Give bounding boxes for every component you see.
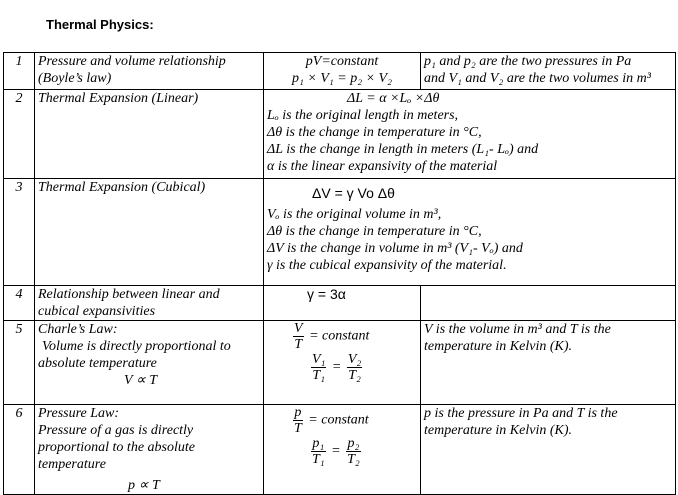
note-line: temperature in Kelvin (K). [424, 423, 573, 438]
fraction: $\frac{\text{p₁}}{\text{T₁}}$ [312, 436, 325, 467]
law-name-line: Pressure of a gas is directly [38, 423, 194, 438]
row-number: 3 [4, 179, 35, 286]
proportionality: V ∝ T [124, 373, 158, 388]
table-row [4, 53, 676, 90]
notes-cell [421, 405, 676, 495]
law-name-line: Pressure and volume relationship [38, 54, 226, 69]
formula: ΔL = α ×Lₒ ×Δθ [347, 91, 440, 106]
law-name-line: absolute temperature [38, 356, 157, 371]
formula-desc-cell [264, 90, 676, 179]
formula-cell [264, 405, 421, 495]
desc-line: γ is the cubical expansivity of the material. [267, 258, 507, 273]
desc-line: ΔV is the change in volume in m³ (V₁- Vₒ) and [267, 241, 523, 256]
fraction: $\frac{V}{T}$ [294, 321, 303, 352]
law-name-line: proportional to the absolute [38, 440, 195, 455]
row-number: 2 [4, 90, 35, 179]
fraction: $\frac{p}{T}$ [294, 405, 302, 436]
row-number: 4 [4, 286, 35, 321]
formula-cell [264, 53, 421, 90]
thermal-physics-table [3, 52, 676, 495]
note-line: and V₁ and V₂ are the two volumes in m³ [424, 71, 651, 86]
fraction: $\frac{\text{p₂}}{\text{T₂}}$ [347, 436, 360, 467]
table-row [4, 405, 676, 495]
formula-cell [264, 286, 421, 321]
fraction: $\frac{\text{V₁}}{\text{T₁}}$ [312, 352, 326, 383]
desc-line: Lₒ is the original length in meters, [267, 108, 459, 123]
law-name-line: cubical expansivities [38, 304, 156, 319]
desc-line: Δθ is the change in temperature in °C, [267, 125, 482, 140]
law-name [35, 179, 264, 286]
formula: p₁ × V₁ = p₂ × V₂ [292, 71, 392, 86]
formula: ΔV = γ Vo Δθ [312, 185, 395, 201]
law-name-line: Charle’s Law: [38, 322, 118, 337]
desc-line: ΔL is the change in length in meters (L₁- Lₒ) and [267, 142, 539, 157]
fraction: $\frac{\text{V₂}}{\text{T₂}}$ [347, 352, 362, 383]
notes-cell [421, 53, 676, 90]
proportionality: p ∝ T [128, 478, 160, 493]
table-row [4, 90, 676, 179]
row-number: 5 [4, 321, 35, 405]
law-name-line: Thermal Expansion (Linear) [38, 91, 199, 106]
row-number: 1 [4, 53, 35, 90]
law-name [35, 286, 264, 321]
row-number: 6 [4, 405, 35, 495]
page-title: Thermal Physics: [46, 17, 154, 32]
table-row [4, 286, 676, 321]
formula: $\frac{\text{p₁}}{\text{T₁}}$ = $\frac{\text{p₂}}{\text{T₂}}$ [312, 436, 360, 467]
desc-line: Δθ is the change in temperature in °C, [267, 224, 482, 239]
formula: γ = 3α [307, 286, 346, 302]
law-name-line: temperature [38, 457, 106, 472]
law-name-line: (Boyle’s law) [38, 71, 112, 86]
law-name-line: Thermal Expansion (Cubical) [38, 180, 206, 195]
table-row [4, 321, 676, 405]
formula: $\frac{V}{T}$ = constant [294, 321, 370, 352]
formula-cell [264, 321, 421, 405]
note-line: V is the volume in m³ and T is the [424, 322, 611, 337]
law-name-line: Relationship between linear and [38, 287, 220, 302]
law-name [35, 405, 264, 495]
note-line: p₁ and p₂ are the two pressures in Pa [424, 54, 632, 69]
notes-cell [421, 286, 676, 321]
formula: $\frac{p}{T}$ = constant [294, 405, 369, 436]
law-name-line: Volume is directly proportional to [42, 339, 231, 354]
law-name [35, 321, 264, 405]
desc-line: α is the linear expansivity of the material [267, 159, 498, 174]
formula: $\frac{\text{V₁}}{\text{T₁}}$ = $\frac{\text{V₂}}{\text{T₂}}$ [312, 352, 362, 383]
formula: pV=constant [305, 54, 379, 69]
note-line: temperature in Kelvin (K). [424, 339, 573, 354]
desc-line: Vₒ is the original volume in m³, [267, 207, 442, 222]
law-name [35, 53, 264, 90]
formula-desc-cell [264, 179, 676, 286]
law-name-line: Pressure Law: [38, 406, 120, 421]
notes-cell [421, 321, 676, 405]
note-line: p is the pressure in Pa and T is the [424, 406, 618, 421]
law-name [35, 90, 264, 179]
table-row [4, 179, 676, 286]
